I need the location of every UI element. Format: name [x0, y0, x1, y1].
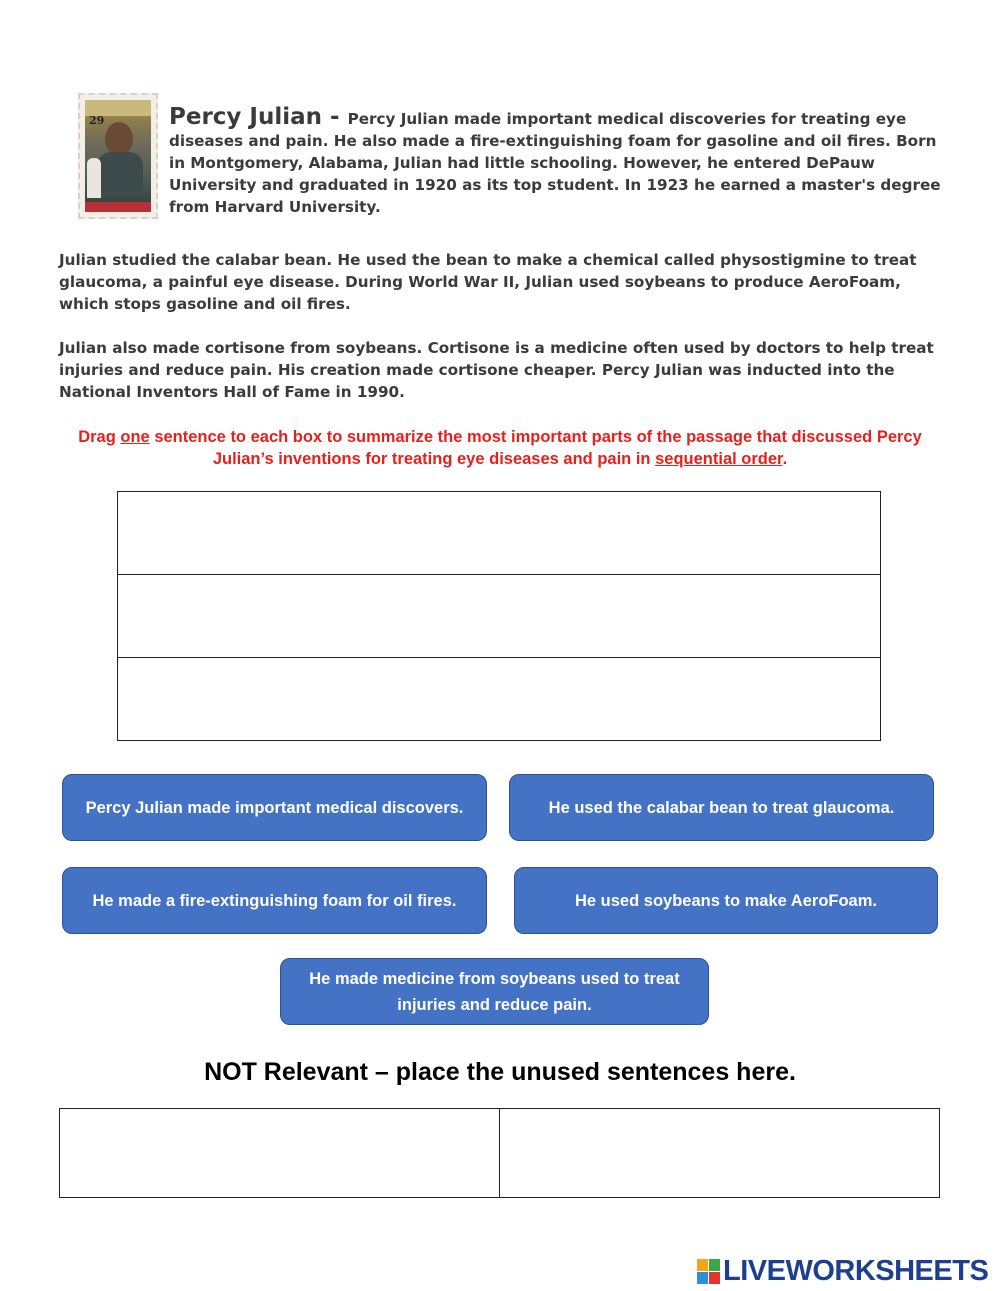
card-fire-foam[interactable]: He made a fire-extinguishing foam for oil fires.	[62, 867, 487, 934]
intro-paragraph	[169, 106, 949, 218]
card-aerofoam[interactable]: He used soybeans to make AeroFoam.	[514, 867, 938, 934]
paragraph-cortisone: Julian also made cortisone from soybeans. Cortisone is a medicine often used by doctors to help treat injuries and reduce pain. His creation made cortisone cheaper. Percy Julian was inducted into the National Inventors Hall of Fame in 1990.	[59, 339, 934, 401]
answer-box-1[interactable]	[117, 491, 881, 575]
answer-box-3[interactable]	[117, 657, 881, 741]
instruction-sequential: sequential order	[655, 450, 783, 468]
unused-box-2[interactable]	[499, 1108, 940, 1198]
title-name: Percy Julian -	[169, 104, 348, 130]
answer-box-2[interactable]	[117, 574, 881, 658]
not-relevant-heading: NOT Relevant – place the unused sentences here.	[204, 1058, 796, 1086]
paragraph-calabar: Julian studied the calabar bean. He used the bean to make a chemical called physostigmine to treat glaucoma, a painful eye disease. During World War II, Julian used soybeans to produce AeroFoam, which stops gasoline and oil fires.	[59, 251, 917, 313]
card-medical-discoveries[interactable]: Percy Julian made important medical discovers.	[62, 774, 487, 841]
stamp-value: 29	[89, 114, 105, 127]
intro-text: Percy Julian made important medical discoveries for treating eye diseases and pain. He also made a fire-extinguishing foam for gasoline and oil fires. Born in Montgomery, Alabama, Julian had little schooling. However, he entered DePauw University and graduated in 1920 as its top student. In 1923 he earned a master's degree from Harvard University.	[169, 110, 941, 216]
unused-box-1[interactable]	[59, 1108, 500, 1198]
instruction-text: Drag one sentence to each box to summarize the most important parts of the passage that discussed Percy Julian’s inventions for treating eye diseases and pain in sequential order.	[78, 428, 922, 468]
liveworksheets-logo	[697, 1254, 988, 1288]
instruction-one: one	[120, 428, 150, 446]
liveworksheets-logo-icon	[697, 1259, 720, 1284]
card-cortisone-medicine[interactable]: He made medicine from soybeans used to treat injuries and reduce pain.	[280, 958, 709, 1025]
percy-julian-stamp-image	[78, 93, 158, 219]
card-calabar-bean[interactable]: He used the calabar bean to treat glaucoma.	[509, 774, 934, 841]
liveworksheets-logo-text: LIVEWORKSHEETS	[723, 1254, 989, 1287]
